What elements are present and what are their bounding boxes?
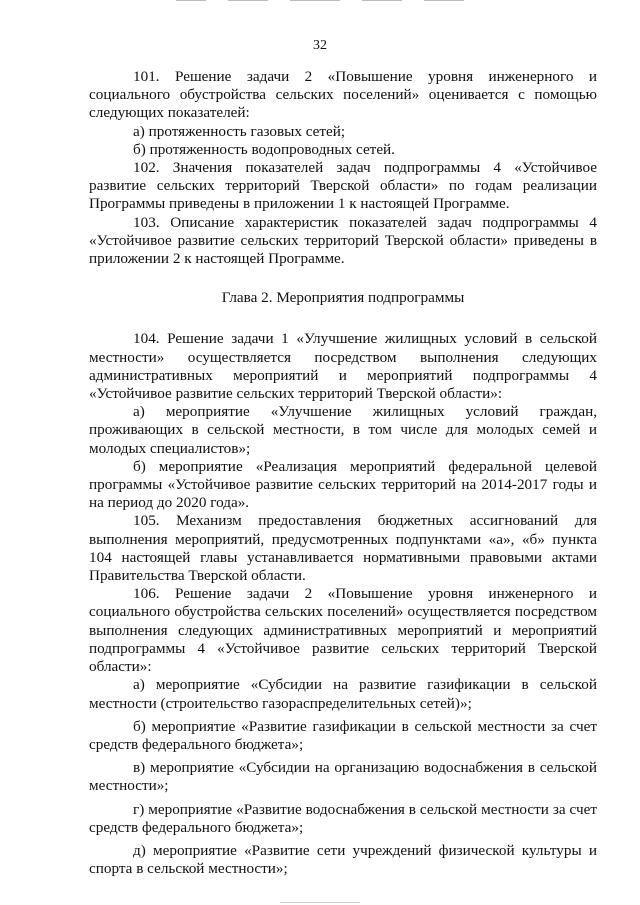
list-item-106-a: а) мероприятие «Субсидии на развитие газификации в сельской местности (строительство газораспределительных сетей)»; bbox=[89, 676, 597, 712]
list-item-b: б) протяженность водопроводных сетей. bbox=[133, 140, 395, 158]
list-item-a: а) протяженность газовых сетей; bbox=[133, 122, 346, 140]
bottom-edge-artifact bbox=[0, 902, 640, 903]
list-item-106-b: б) мероприятие «Развитие газификации в сельской местности за счет средств федерального бюджета»; bbox=[89, 717, 597, 753]
list-item-104-a: а) мероприятие «Улучшение жилищных условий граждан, проживающих в сельской местности, в том числе для молодых семей и молодых специалистов»; bbox=[89, 403, 597, 457]
chapter-title: Глава 2. Мероприятия подпрограммы bbox=[221, 289, 465, 307]
list-item-104-b: б) мероприятие «Реализация мероприятий федеральной целевой программы «Устойчивое развитие сельских территорий на 2014-2017 годы и на период до 2020 года». bbox=[89, 457, 597, 512]
list-item-106-v: в) мероприятие «Субсидии на организацию водоснабжения в сельской местности»; bbox=[89, 759, 597, 795]
paragraph-102: 102. Значения показателей задач подпрограммы 4 «Устойчивое развитие сельских территорий Тверской области» по годам реализации Программы приведены в приложении 1 к настоящей Программе. bbox=[89, 159, 597, 213]
page-number: 32 bbox=[313, 38, 327, 53]
paragraph-103: 103. Описание характеристик показателей задач подпрограммы 4 «Устойчивое развитие сельских территорий Тверской области» приведены в приложении 2 к настоящей Программе. bbox=[89, 213, 597, 268]
paragraph-101: 101. Решение задачи 2 «Повышение уровня инженерного и социального обустройства сельских поселений» оценивается с помощью следующих показателей: bbox=[89, 68, 597, 122]
paragraph-104: 104. Решение задачи 1 «Улучшение жилищных условий в сельской местности» осуществляется посредством выполнения следующих административных мероприятий и мероприятий подпрограммы 4 «Устойчивое развитие сельских территорий Тверской области»: bbox=[89, 330, 597, 403]
top-edge-artifact bbox=[0, 0, 640, 3]
paragraph-106: 106. Решение задачи 2 «Повышение уровня инженерного и социального обустройства сельских поселений» осуществляется посредством выполнения следующих административных мероприятий и мероприятий подпрограммы 4 «Устойчивое развитие сельских территорий Тверской области»: bbox=[89, 585, 597, 676]
document-body bbox=[89, 68, 597, 878]
list-item-106-d: д) мероприятие «Развитие сети учреждений физической культуры и спорта в сельской местности»; bbox=[89, 841, 597, 878]
list-item-106-g: г) мероприятие «Развитие водоснабжения в сельской местности за счет средств федерального бюджета»; bbox=[89, 800, 597, 836]
paragraph-105: 105. Механизм предоставления бюджетных ассигнований для выполнения мероприятий, предусмотренных подпунктами «а», «б» пункта 104 настоящей главы устанавливается нормативными правовыми актами Правительства Тверской области. bbox=[89, 512, 597, 585]
